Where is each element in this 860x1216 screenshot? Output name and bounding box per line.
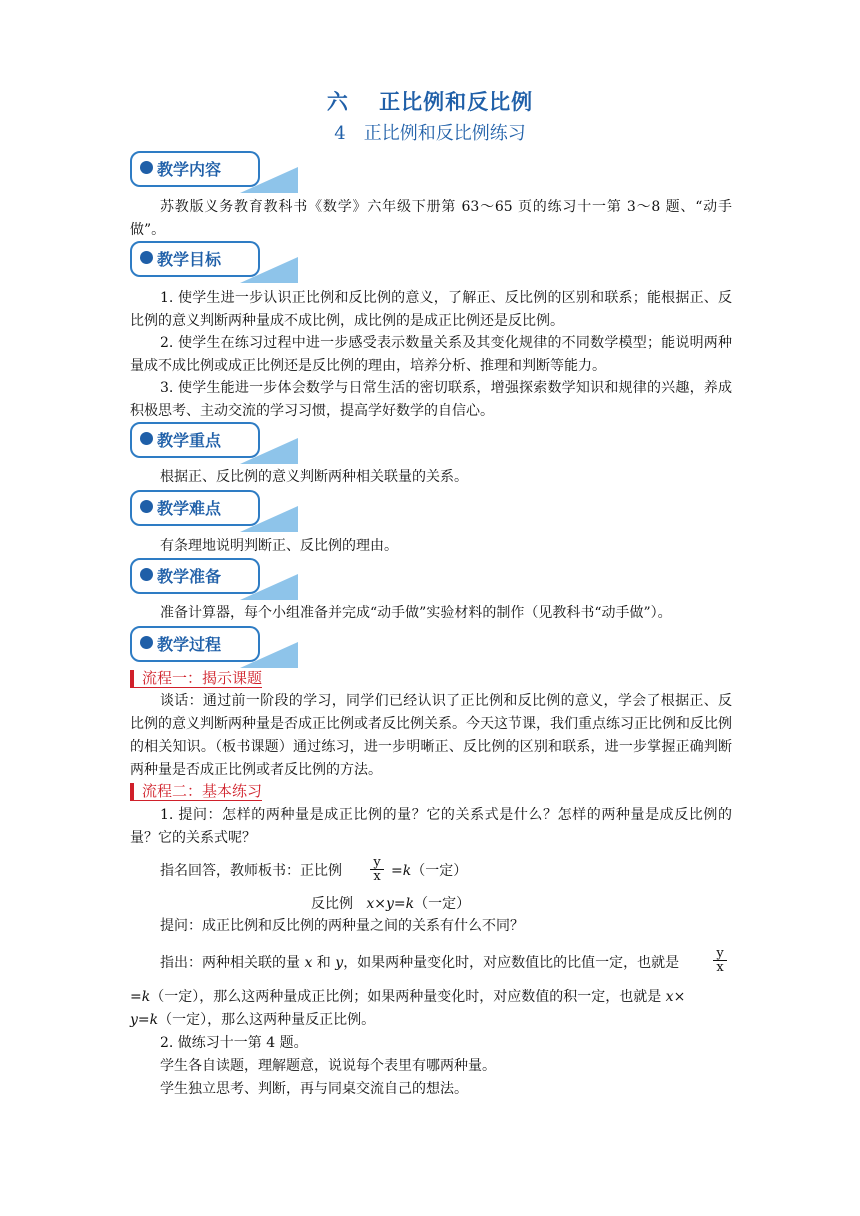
section-label: 教学难点 [157,499,222,518]
exercise-2: 2. 做练习十一第 4 题。 [160,1035,308,1051]
fraction-numerator: y [713,947,727,961]
fraction-numerator: y [370,856,384,870]
question-2: 提问：成正比例和反比例的两种量之间的关系有什么不同？ [160,918,524,934]
flow-1-text: 谈话：通过前一阶段的学习，同学们已经认识了正比例和反比例的意义，学会了根据正、反比例的意义判断两种量是否成正比例或者反比例关系。今天这节课，我们重点练习正比例和反比例的相关知识。（板书课题）通过练习，进一步明晰正、反比例的区别和联系，进一步掌握正确判断两种量是否成正比例或者反比例的方法。 [130,693,732,778]
goal-2: 2. 使学生在练习过程中进一步感受表示数量关系及其变化规律的不同数学模型；能说明两种量成不成比例或成正比例还是反比例的理由，培养分析、推理和判断等能力。 [130,335,732,374]
constant-k: k [402,863,412,879]
bullet-dot-icon [140,568,153,581]
inverse-label: 反比例 [311,896,353,912]
bullet-dot-icon [140,432,153,445]
section-label: 教学过程 [157,635,222,654]
difficulties-text: 有条理地说明判断正、反比例的理由。 [160,538,398,554]
bullet-dot-icon [140,161,153,174]
times-sign: × [673,989,686,1005]
equals-sign: = [130,989,142,1005]
section-label: 教学重点 [157,431,222,450]
bullet-dot-icon [140,500,153,513]
fraction-y-over-x [370,856,384,883]
read-instruction: 学生各自读题，理解题意，说说每个表里有哪两种量。 [160,1058,496,1074]
section-header-key-points [130,422,295,464]
point-line-3 [130,1009,375,1032]
point-text-a: 指出：两种相关联的量 [160,955,305,971]
inverse-formula [311,893,470,916]
fraction-denominator: x [716,960,724,975]
times-sign: × [374,896,386,912]
section-header-preparation [130,558,295,600]
var-y: y [386,896,394,912]
bullet-dot-icon [140,251,153,264]
point-text-d: （一定），那么这两种量反正比例。 [158,1012,376,1028]
goal-1: 1. 使学生进一步认识正比例和反比例的意义，了解正、反比例的区别和联系；能根据正、反比例的意义判断两种量成不成比例，成比例的是成正比例还是反比例。 [130,290,732,329]
unit-title: 六 正比例和反比例 [326,90,534,114]
question-1: 1. 提问：怎样的两种量是成正比例的量？它的关系式是什么？怎样的两种量是成反比例的量？它的关系式呢？ [130,807,732,846]
direct-formula: =k（一定） [391,863,468,879]
point-line-1 [160,952,679,975]
section-header-difficulties [130,490,295,532]
equals-sign: = [137,1012,150,1028]
var-y: y [335,955,344,971]
section-label: 教学内容 [157,160,222,179]
constant-k: k [141,989,151,1005]
point-text-b: ，如果两种量变化时，对应数值比的比值一定，也就是 [343,955,680,971]
constant-k: k [149,1012,159,1028]
equals-sign: = [393,896,406,912]
think-instruction: 学生独立思考、判断，再与同桌交流自己的想法。 [160,1081,468,1097]
constant-note: （一定） [411,863,468,879]
key-points-text: 根据正、反比例的意义判断两种相关联量的关系。 [160,469,468,485]
goal-3: 3. 使学生能进一步体会数学与日常生活的密切联系，增强探索数学知识和规律的兴趣，养成积极思考、主动交流的学习习惯，提高学好数学的自信心。 [130,380,732,419]
var-x: x [366,896,375,912]
var-y: y [130,1012,138,1028]
preparation-text: 准备计算器，每个小组准备并完成“动手做”实验材料的制作（见教科书“动手做”）。 [160,605,672,621]
content-text: 苏教版义务教育教科书《数学》六年级下册第 63～65 页的练习十一第 3～8 题、“动手做”。 [130,199,732,238]
var-x: x [665,989,674,1005]
constant-note: （一定） [414,896,471,912]
constant-k: k [405,896,415,912]
lesson-title: 4 正比例和反比例练习 [334,123,526,144]
board-intro: 指名回答，教师板书：正比例 [160,863,342,879]
fraction-denominator: x [373,869,381,884]
var-x: x [304,955,313,971]
section-header-content [130,151,295,193]
fraction-y-over-x [713,947,727,974]
section-label: 教学准备 [157,567,222,586]
point-text-c: （一定），那么这两种量成正比例；如果两种量变化时，对应数值的积一定，也就是 [150,989,666,1005]
flow-1-title: 流程一：揭示课题 [130,670,262,688]
section-label: 教学目标 [157,250,222,269]
section-header-process [130,626,295,668]
point-text-and: 和 [312,955,336,971]
flow-2-title: 流程二：基本练习 [130,783,262,801]
bullet-dot-icon [140,636,153,649]
section-header-goals [130,241,295,283]
point-line-2 [130,986,685,1009]
